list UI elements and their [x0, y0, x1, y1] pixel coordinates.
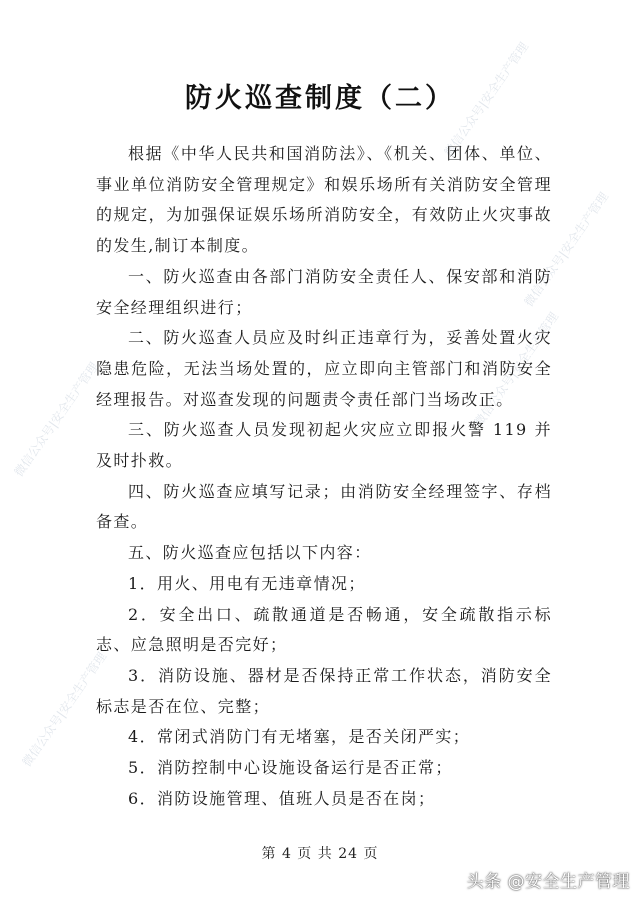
diagonal-watermark: 微信公众号|安全生产管理 — [521, 189, 612, 310]
diagonal-watermark: 微信公众号|安全生产管理 — [471, 309, 562, 430]
diagonal-watermark: 微信公众号|安全生产管理 — [11, 359, 102, 480]
paragraph: 根据《中华人民共和国消防法》、《机关、团体、单位、事业单位消防安全管理规定》和娱乐场所有关消防安全管理的规定，为加强保证娱乐场所消防安全，有效防止火灾事故的发生,制订本制度。 — [96, 144, 552, 256]
paragraph: 二、防火巡查人员应及时纠正违章行为，妥善处置火灾隐患危险，无法当场处置的，应立即向主管部门和消防安全经理报告。对巡查发现的问题责令责任部门当场改正。 — [96, 328, 552, 409]
list-item: 3．消防设施、器材是否保持正常工作状态，消防安全标志是否在位、完整； — [96, 665, 552, 716]
diagonal-watermark: 微信公众号|安全生产管理 — [19, 649, 110, 770]
paragraph: 四、防火巡查应填写记录；由消防安全经理签字、存档备查。 — [96, 481, 552, 532]
list-item: 6．消防设施管理、值班人员是否在岗； — [128, 788, 436, 808]
document-title: 防火巡查制度（二） — [185, 83, 455, 114]
list-item: 2．安全出口、疏散通道是否畅通，安全疏散指示标志、应急照明是否完好； — [96, 604, 552, 655]
page-number-footer: 第 4 页 共 24 页 — [261, 846, 379, 862]
paragraph: 三、防火巡查人员发现初起火灾应立即报火警 119 并及时扑救。 — [96, 420, 552, 471]
source-watermark: 头条 @安全生产管理 — [466, 872, 630, 892]
list-item: 4．常闭式消防门有无堵塞，是否关闭严实； — [128, 727, 471, 747]
paragraph: 五、防火巡查应包括以下内容： — [128, 543, 372, 563]
paragraph: 一、防火巡查由各部门消防安全责任人、保安部和消防安全经理组织进行； — [96, 266, 552, 317]
list-item: 5．消防控制中心设施设备运行是否正常； — [128, 758, 453, 778]
document-body — [96, 139, 552, 814]
list-item: 1．用火、用电有无违章情况； — [128, 573, 366, 593]
diagonal-watermark: 微信公众号|安全生产管理 — [441, 39, 532, 160]
